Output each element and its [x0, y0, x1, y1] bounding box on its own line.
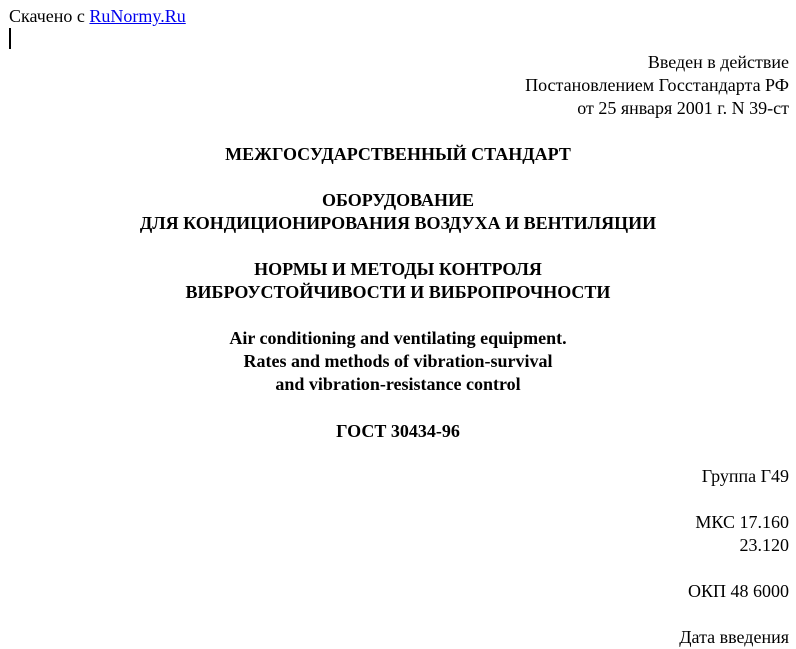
source-prefix: Скачено с: [9, 6, 85, 26]
effective-date-label: Дата введения: [679, 627, 789, 647]
source-note: [9, 5, 186, 28]
document-title-line-2: ДЛЯ КОНДИЦИОНИРОВАНИЯ ВОЗДУХА И ВЕНТИЛЯЦИИ: [139, 213, 657, 233]
okp-code: ОКП 48 6000: [687, 581, 789, 601]
introduction-line-3: от 25 января 2001 г. N 39-ст: [577, 98, 789, 118]
english-title-line-3: and vibration-resistance control: [275, 374, 521, 394]
classification-group: Группа Г49: [701, 466, 789, 486]
introduction-line-1: Введен в действие: [647, 52, 789, 72]
document-subtitle-line-1: НОРМЫ И МЕТОДЫ КОНТРОЛЯ: [254, 259, 542, 279]
document-title-line-1: ОБОРУДОВАНИЕ: [322, 190, 474, 210]
mks-code-line-2: 23.120: [739, 535, 789, 555]
source-link[interactable]: RuNormy.Ru: [89, 6, 186, 26]
standard-category: МЕЖГОСУДАРСТВЕННЫЙ СТАНДАРТ: [225, 144, 571, 164]
document-subtitle-line-2: ВИБРОУСТОЙЧИВОСТИ И ВИБРОПРОЧНОСТИ: [185, 282, 611, 302]
introduction-line-2: Постановлением Госстандарта РФ: [525, 75, 789, 95]
standard-designation: ГОСТ 30434-96: [336, 421, 460, 441]
text-cursor: [9, 28, 11, 49]
english-title-line-2: Rates and methods of vibration-survival: [243, 351, 553, 371]
mks-code-line-1: МКС 17.160: [695, 512, 789, 532]
english-title-line-1: Air conditioning and ventilating equipment.: [229, 328, 567, 348]
